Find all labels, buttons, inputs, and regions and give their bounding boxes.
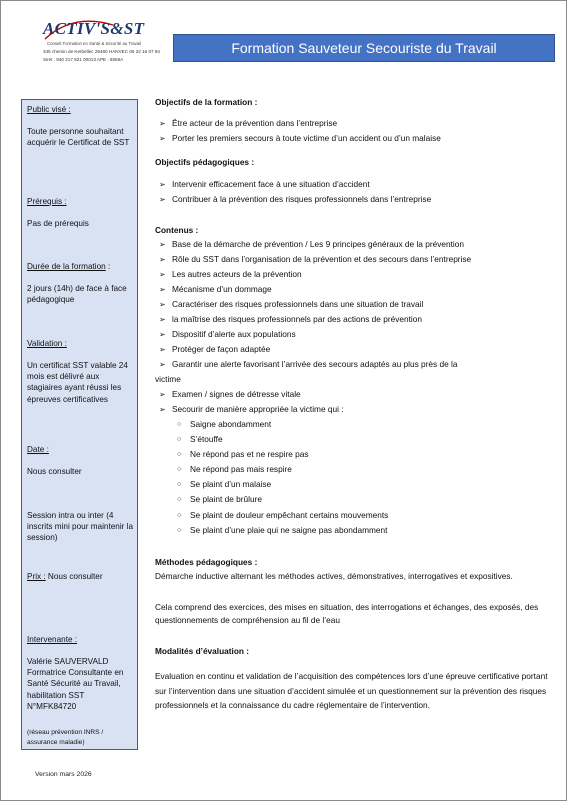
company-logo (43, 19, 163, 67)
modalites-heading: Modalités d’évaluation : (155, 646, 250, 656)
circle-bullet-icon: ○ (177, 527, 182, 534)
prerequis-text: Pas de prérequis (27, 219, 89, 228)
date-heading: Date : (27, 445, 49, 454)
methodes-paragraph-1: Démarche inductive alternant les méthodes actives, démonstratives, interrogatives et expositives. (155, 571, 513, 581)
date-text: Nous consulter (27, 467, 82, 476)
arrow-bullet-icon: ➢ (159, 119, 166, 128)
logo-name: ACTIV'S&ST (43, 19, 145, 38)
session-text: Session intra ou inter (4 inscrits mini pour maintenir la session) (27, 511, 134, 543)
prix-line (27, 571, 135, 582)
logo-address: 345 chemin de Kerbellec 29480 HANVEC 06 22 16 07 94 (43, 49, 160, 54)
intervenante-heading: Intervenante : (27, 635, 78, 644)
reseau-text: (réseau prévention INRS / assurance maladie) (27, 729, 104, 746)
logo-siret: Siret : 940 217 821 00013 APE : 8559A (43, 57, 124, 62)
contenu-item-wrap: victime (155, 374, 181, 384)
duree-text: 2 jours (14h) de face à face pédagogique (27, 284, 127, 305)
arrow-bullet-icon: ➢ (159, 300, 166, 309)
public-heading: Public visé : (27, 105, 71, 114)
arrow-bullet-icon: ➢ (159, 134, 166, 143)
arrow-bullet-icon: ➢ (159, 405, 166, 414)
duree-heading-line (27, 261, 135, 272)
objectifs-heading: Objectifs de la formation : (155, 97, 258, 107)
public-text: Toute personne souhaitant acquérir le Certificat de SST (27, 127, 130, 148)
intervenante-text: Valérie SAUVERVALD Formatrice Consultante en Santé Sécurité au Travail, habilitation SST N°MFK84720 (27, 657, 124, 711)
prix-text: Nous consulter (45, 572, 103, 581)
methodes-paragraph-2: Cela comprend des exercices, des mises en situation, des interrogations et échanges, des exposés, des questionnements de compréhension au fil de l’eau (155, 602, 539, 625)
duree-heading: Durée de la formation (27, 262, 106, 271)
arrow-bullet-icon: ➢ (159, 315, 166, 324)
page-title: Formation Sauveteur Secouriste du Travail (173, 34, 555, 62)
methodes-heading: Méthodes pédagogiques : (155, 557, 258, 567)
contenus-heading: Contenus : (155, 225, 199, 235)
validation-text: Un certificat SST valable 24 mois est délivré aux stagiaires ayant réussi les épreuves certificatives (27, 361, 128, 404)
arrow-bullet-icon: ➢ (159, 285, 166, 294)
arrow-bullet-icon: ➢ (159, 360, 166, 369)
arrow-bullet-icon: ➢ (159, 390, 166, 399)
arrow-bullet-icon: ➢ (159, 345, 166, 354)
circle-bullet-icon: ○ (177, 451, 182, 458)
circle-bullet-icon: ○ (177, 512, 182, 519)
arrow-bullet-icon: ➢ (159, 180, 166, 189)
prerequis-heading: Prérequis : (27, 197, 67, 206)
prix-heading: Prix : (27, 572, 46, 581)
circle-bullet-icon: ○ (177, 421, 182, 428)
modalites-paragraph: Evaluation en continu et validation de l’acquisition des compétences lors d’une épreuve certificative portant sur l’intervention dans une situation d’accident simulée et un questionnement sur la prévention des risques professionnels et la connaissance du cadre réglementaire de l’intervention. (155, 671, 548, 711)
validation-heading: Validation : (27, 339, 67, 348)
circle-bullet-icon: ○ (177, 481, 182, 488)
circle-bullet-icon: ○ (177, 466, 182, 473)
document-page: ACTIV'S&ST Conseil Formation en Santé & Sécurité au Travail 345 chemin de Kerbellec 29480 HANVEC 06 22 16 07 94 Siret : 940 217 821 00013 APE : 8559A Formation Sauveteur Secouriste du Travail Public visé : Toute personne souhaitant acquérir le Certificat de SST Prérequis : Pas de prérequis Durée de la formation : 2 jours (14h) de face à face pédagogique Validation : Un certificat SST valable 24 mois est délivré aux stagiaires ayant réussi les épreuves certificatives Date : Nous consulter Session intra ou inter (4 inscrits mini pour maintenir la session) Prix : Nous consulter Intervenante : Valérie SAUVERVALD Formatrice Consultante en Santé Sécurité au Travail, habilitation SST N°MFK84720 (réseau prévention INRS / assurance maladie) Objectifs de la formation : ➢ Être acteur de la prévention dans l’entreprise ➢ Porter les premiers secours à toute victime d’un accident ou d’un malaise Objectifs pédagogiques : ➢ Intervenir efficacement face à une situation d’accident ➢ Contribuer à la prévention des risques professionnels dans l’entreprise Contenus : ➢ Base de la démarche de prévention / Les 9 principes généraux de la prévention ➢ Rôle du SST dans l’organisation de la prévention et des secours dans l’entreprise ➢ Les autres acteurs de la prévention ➢ Mécanisme d’un dommage ➢ Caractériser des risques professionnels dans une situation de travail ➢ la maîtrise des risques professionnels par des actions de prévention ➢ Dispositif d’alerte aux populations ➢ Protéger de façon adaptée ➢ Garantir une alerte favorisant l’arrivée des secours adaptés au plus près de la victime ➢ Examen / signes de détresse vitale ➢ Secourir de manière appropriée la victime qui : ○ Saigne abondamment ○ S’étouffe ○ Ne répond pas et ne respire pas ○ Ne répond pas mais respire ○ Se plaint d’un malaise ○ Se plaint de brûlure ○ Se plaint de douleur empêchant certains mouvements ○ Se plaint d’une plaie qui ne saigne pas abondamment Méthodes pédagogiques : Démarche inductive alternant les méthodes actives, démonstratives, interrogatives et expositives. Cela comprend des exercices, des mises en situation, des interrogations et échanges, des exposés, des questionnements de compréhension au fil de l’eau Modalités d’évaluation : Evaluation en continu et validation de l’acquisition des compétences lors d’une épreuve certificative portant sur l’intervention dans une situation d’accident simulée et un questionnement sur la prévention des risques professionnels et la connaissance du cadre réglementaire de l’intervention. Version mars 2026 (0, 0, 567, 801)
peda-heading: Objectifs pédagogiques : (155, 157, 255, 167)
duree-colon: : (105, 262, 111, 271)
logo-tagline: Conseil Formation en Santé & Sécurité au Travail (47, 41, 142, 46)
arrow-bullet-icon: ➢ (159, 240, 166, 249)
arrow-bullet-icon: ➢ (159, 195, 166, 204)
version-label: Version mars 2026 (35, 771, 92, 778)
circle-bullet-icon: ○ (177, 436, 182, 443)
arrow-bullet-icon: ➢ (159, 330, 166, 339)
info-sidebar (21, 99, 138, 750)
arrow-bullet-icon: ➢ (159, 270, 166, 279)
circle-bullet-icon: ○ (177, 496, 182, 503)
arrow-bullet-icon: ➢ (159, 255, 166, 264)
